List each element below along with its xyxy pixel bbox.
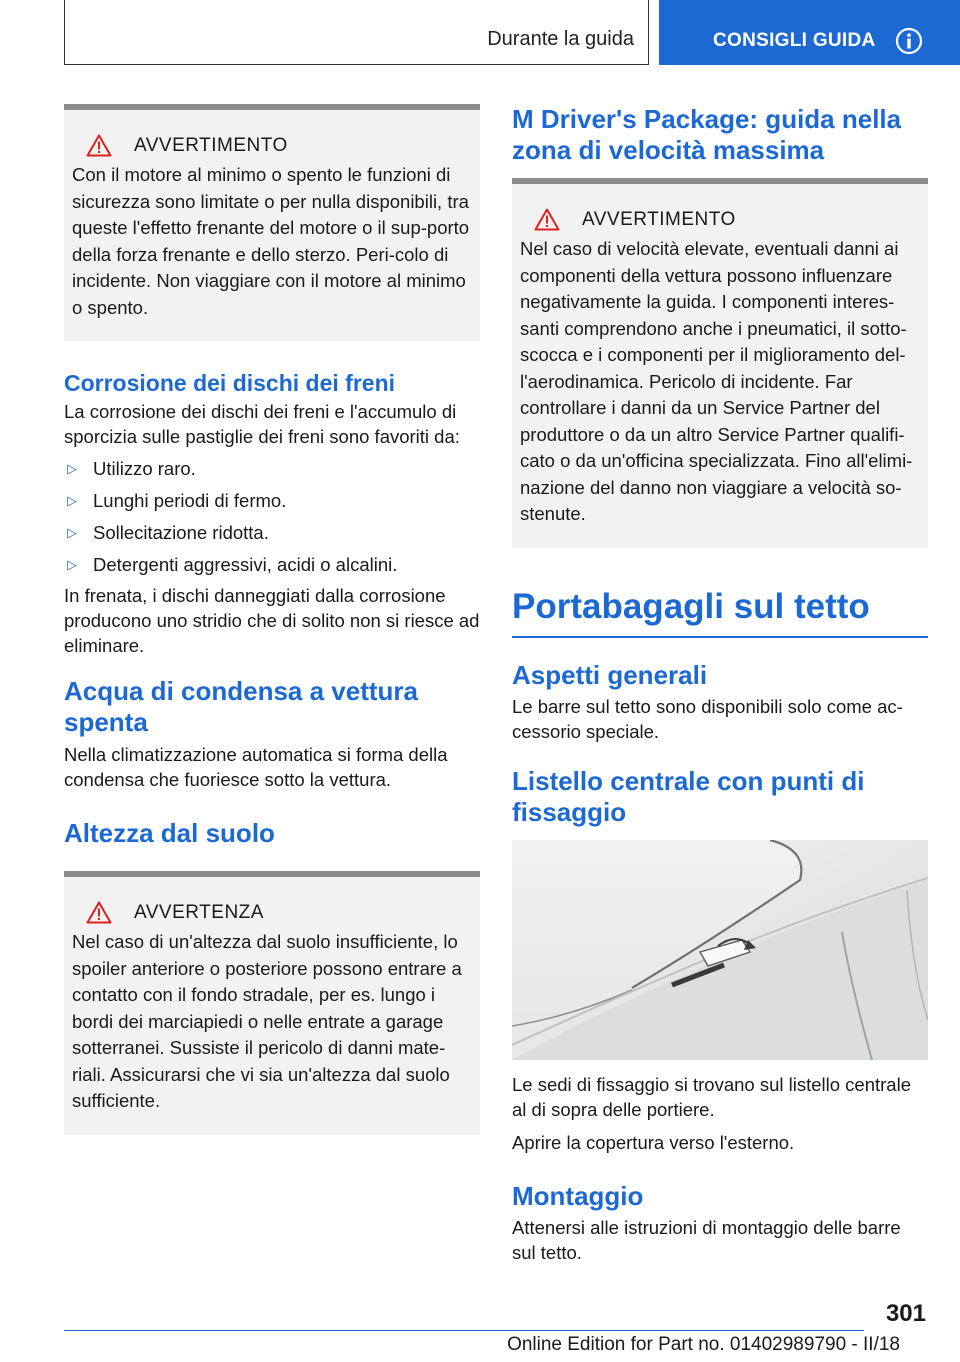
paragraph-strip-location: Le sedi di fissaggio si trovano sul listello centrale al di sopra delle portiere.: [512, 1073, 911, 1120]
heading-general-aspects: Aspetti generali: [512, 659, 708, 690]
paragraph-corrosion-intro: La corrosione dei dischi dei freni e l'accumulo di sporcizia sulle pastiglie dei freni sono favoriti da:: [64, 401, 460, 447]
heading-mounting: Montaggio: [512, 1180, 644, 1211]
warning-box-ground-clearance: [64, 871, 480, 1135]
triangle-bullet-icon: ▷: [67, 557, 77, 572]
paragraph-corrosion-outro: In frenata, i dischi danneggiati dalla corrosione producono uno stridio che di solito non si riesce ad eliminare.: [64, 585, 480, 656]
right-column: [512, 104, 928, 1265]
page-number: 301: [885, 1300, 926, 1327]
warning-title: AVVERTIMENTO: [134, 134, 288, 156]
warning-title: AVVERTIMENTO: [582, 208, 736, 230]
warning-text: Con il motore al minimo o spento le funzioni di sicurezza sono limitate o per nulla disponibili, tra queste l'effetto frenante del motore o il sup-porto della forza frenante e dello sterzo. Peri-colo di incidente. Non viaggiare con il motore al minimo o spento.: [72, 164, 470, 318]
header-section-box: [64, 0, 649, 65]
warning-box-engine-idle: [64, 104, 480, 341]
warning-text: Nel caso di velocità elevate, eventuali danni ai componenti della vettura possono influenzare negativamente la guida. I componenti interes-santi comprendono anche i pneumatici, il sotto-scocca e i componenti per il miglioramento del-l'aerodinamica. Pericolo di incidente. Far controllare i danni da un Service Partner del produttore o da un altro Service Partner qualifi-cato o da un'officina specializzata. Fino all'elimi-nazione del danno non viaggiare a velocità so-stenute.: [520, 238, 913, 524]
header-chapter-label: CONSIGLI GUIDA: [713, 30, 876, 51]
heading-ground-clearance: Altezza dal suolo: [64, 818, 275, 848]
warning-triangle-icon: [86, 901, 112, 924]
paragraph-general: Le barre sul tetto sono disponibili solo come ac-cessorio speciale.: [512, 695, 903, 742]
left-column: [64, 104, 480, 1135]
heading-condensation: Acqua di condensa a vettura spenta: [64, 676, 418, 737]
heading-roof-rack: Portabagagli sul tetto: [512, 586, 928, 638]
warning-box-high-speed: [512, 178, 928, 548]
triangle-bullet-icon: ▷: [67, 461, 77, 476]
corrosion-causes-list: [64, 456, 480, 577]
triangle-bullet-icon: ▷: [67, 493, 77, 508]
edition-note: Online Edition for Part no. 01402989790 - II/18: [507, 1334, 900, 1355]
list-item: ▷ Sollecitazione ridotta.: [67, 522, 269, 543]
warning-triangle-icon: [534, 208, 560, 231]
list-item: ▷ Detergenti aggressivi, acidi o alcalini.: [67, 554, 398, 575]
triangle-bullet-icon: ▷: [67, 525, 77, 540]
paragraph-open-cover: Aprire la copertura verso l'esterno.: [512, 1131, 795, 1153]
heading-m-drivers-package: M Driver's Package: guida nella zona di velocità massima: [512, 104, 902, 165]
warning-title: AVVERTENZA: [134, 901, 264, 923]
paragraph-mounting: Attenersi alle istruzioni di montaggio delle barre sul tetto.: [512, 1216, 901, 1263]
warning-triangle-icon: [86, 134, 112, 157]
footer-divider: [64, 1330, 864, 1331]
info-icon[interactable]: [895, 27, 923, 55]
paragraph-condensation: Nella climatizzazione automatica si forma della condensa che fuoriesce sotto la vettura.: [64, 744, 448, 790]
heading-brake-corrosion: Corrosione dei dischi dei freni: [64, 370, 396, 396]
header-chapter-tab[interactable]: [659, 0, 960, 65]
warning-text: Nel caso di un'altezza dal suolo insufficiente, lo spoiler anteriore o posteriore possono entrare a contatto con il fondo stradale, per es. lungo i bordi dei marciapiedi o nelle entrate a garage sotterranei. Sussiste il pericolo di danni mate-riali. Assicurarsi che vi sia un'altezza dal suolo sufficiente.: [72, 931, 462, 1111]
header-section-title: Durante la guida: [487, 28, 634, 50]
list-item: ▷ Lunghi periodi di fermo.: [67, 490, 287, 511]
list-item: ▷ Utilizzo raro.: [67, 458, 196, 479]
heading-center-strip: Listello centrale con punti di fissaggio: [512, 765, 865, 827]
roof-strip-photo: [512, 840, 928, 1060]
